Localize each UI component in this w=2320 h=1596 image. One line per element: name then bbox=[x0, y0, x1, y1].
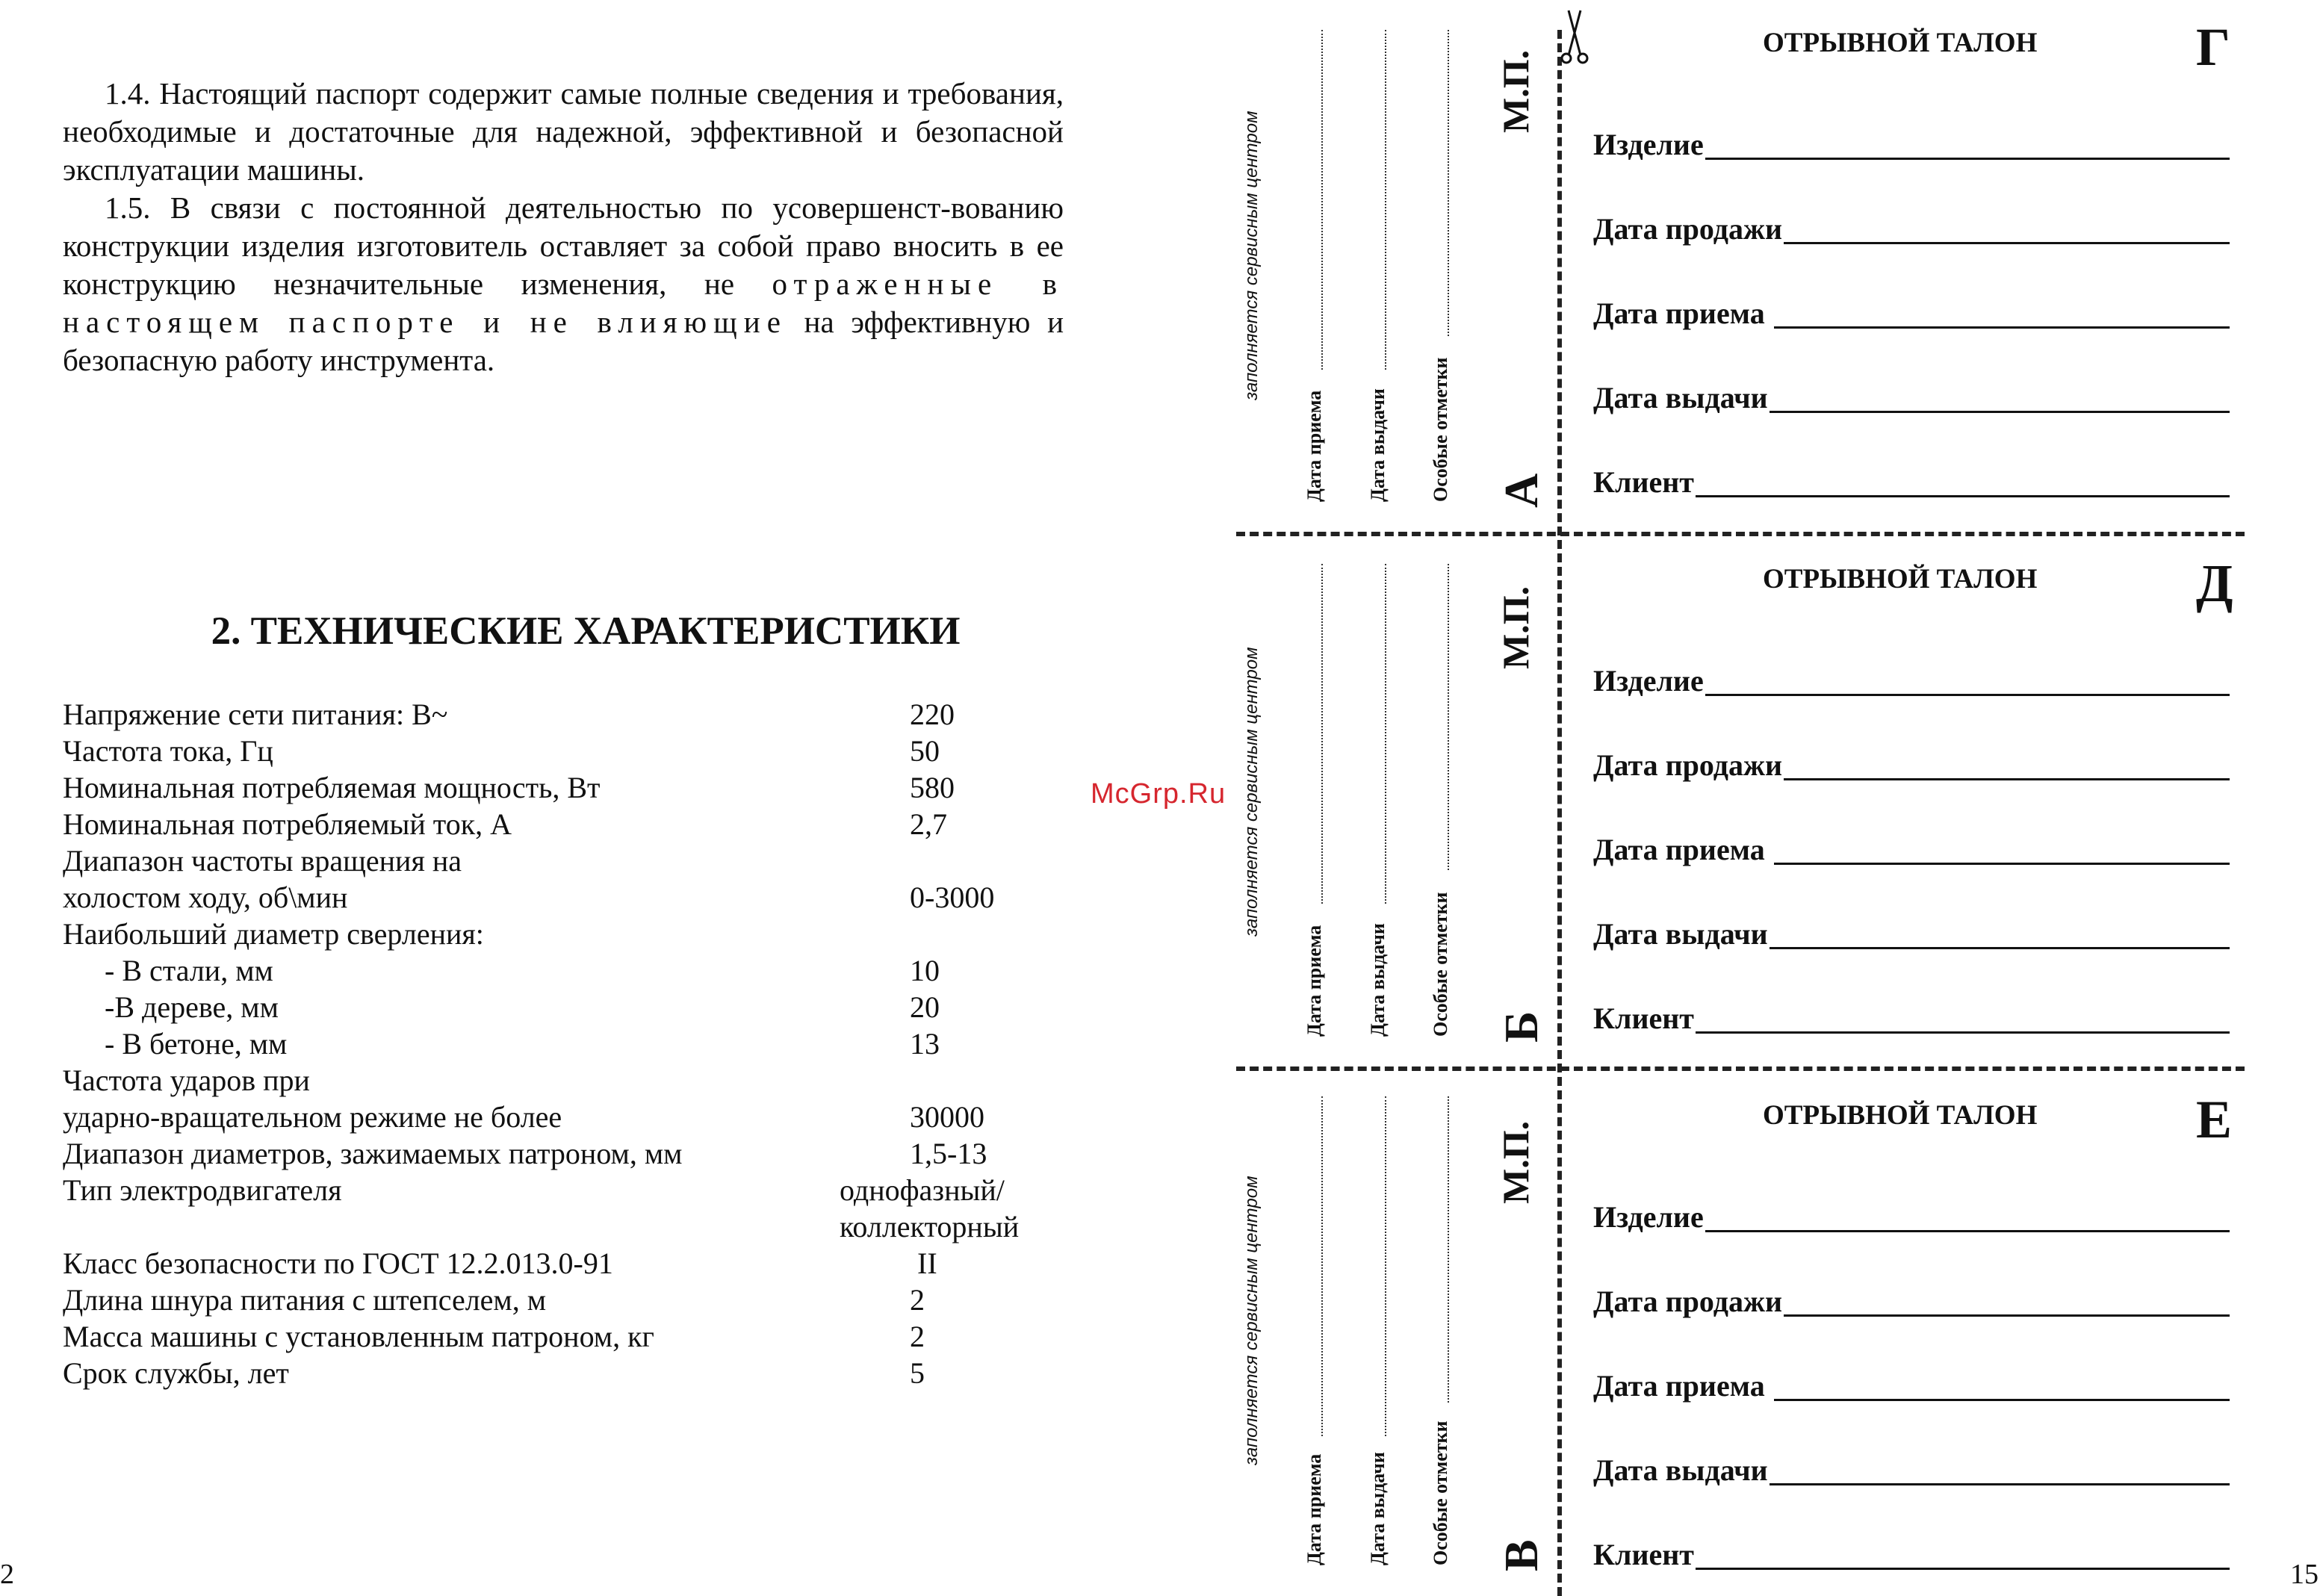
field-sale-date[interactable]: Дата продажи bbox=[1593, 742, 2230, 780]
stub-date-received-line bbox=[1321, 1096, 1323, 1436]
field-product[interactable]: Изделие bbox=[1593, 657, 2230, 696]
stub-date-issued-label: Дата выдачи bbox=[1367, 388, 1389, 502]
spec-row: -В дереве, мм 20 bbox=[105, 990, 940, 1024]
stub-stamp-label: М.П. bbox=[1495, 586, 1536, 669]
field-issued-date[interactable]: Дата выдачи bbox=[1593, 374, 2230, 413]
stub-date-received-line bbox=[1321, 564, 1323, 904]
field-sale-date[interactable]: Дата продажи bbox=[1593, 205, 2230, 244]
spec-row: Частота тока, Гц 50 bbox=[63, 734, 940, 768]
stub-date-received-label: Дата приема bbox=[1303, 925, 1325, 1037]
stub-remarks-line bbox=[1448, 30, 1449, 336]
stub-remarks-label: Особые отметки bbox=[1430, 892, 1451, 1037]
spec-row: Длина шнура питания с штепселем, м 2 bbox=[63, 1283, 925, 1317]
coupon-title: ОТРЫВНОЙ ТАЛОН bbox=[1763, 28, 2038, 58]
stub-stamp-label: М.П. bbox=[1495, 49, 1536, 133]
field-issued-date[interactable]: Дата выдачи bbox=[1593, 910, 2230, 949]
spec-row: Диапазон диаметров, зажимаемых патроном, мм 1,5-13 bbox=[63, 1137, 987, 1170]
spec-row: Срок службы, лет 5 bbox=[63, 1356, 925, 1390]
cut-line-horizontal bbox=[1236, 532, 2245, 536]
stub-letter: В bbox=[1495, 1539, 1548, 1571]
stub-date-received-line bbox=[1321, 30, 1323, 370]
spec-row: Диапазон частоты вращения на bbox=[63, 844, 462, 878]
spec-row: Напряжение сети питания: В~ 220 bbox=[63, 698, 955, 731]
spec-row: - В бетоне, мм 13 bbox=[105, 1027, 940, 1061]
stub-date-issued-label: Дата выдачи bbox=[1367, 923, 1389, 1037]
stub-date-received-label: Дата приема bbox=[1303, 390, 1325, 502]
coupon-letter: Д bbox=[2196, 553, 2233, 613]
field-product[interactable]: Изделие bbox=[1593, 121, 2230, 160]
spec-row: коллекторный bbox=[840, 1210, 1020, 1243]
spec-row: Частота ударов при bbox=[63, 1064, 310, 1097]
stub-date-received-label: Дата приема bbox=[1303, 1453, 1325, 1565]
stub-date-issued-line bbox=[1385, 564, 1386, 904]
spec-row: Тип электродвигателя однофазный/ bbox=[63, 1173, 1005, 1207]
cut-line-vertical bbox=[1557, 30, 1562, 1596]
watermark: McGrp.Ru bbox=[1091, 778, 1226, 810]
page-number-left: 2 bbox=[0, 1559, 14, 1590]
spec-row: Наибольший диаметр сверления: bbox=[63, 917, 484, 951]
coupon-title: ОТРЫВНОЙ ТАЛОН bbox=[1763, 564, 2038, 594]
field-client[interactable]: Клиент bbox=[1593, 995, 2230, 1034]
field-sale-date[interactable]: Дата продажи bbox=[1593, 1278, 2230, 1317]
stub-letter: Б bbox=[1495, 1010, 1548, 1043]
coupon-letter: Е bbox=[2196, 1090, 2233, 1149]
stub-letter: А bbox=[1495, 473, 1548, 508]
page-number-right: 15 bbox=[2290, 1559, 2319, 1590]
stub-note: заполняется сервисным центром bbox=[1241, 111, 1262, 400]
stub-date-issued-line bbox=[1385, 1096, 1386, 1436]
spec-row: холостом ходу, об\мин 0-3000 bbox=[63, 881, 995, 914]
coupon-letter: Г bbox=[2196, 17, 2230, 77]
spec-row: - В стали, мм 10 bbox=[105, 954, 940, 987]
scissors-icon bbox=[1554, 3, 1597, 64]
stub-remarks-label: Особые отметки bbox=[1430, 357, 1451, 502]
stub-note: заполняется сервисным центром bbox=[1241, 1176, 1262, 1465]
field-client[interactable]: Клиент bbox=[1593, 459, 2230, 497]
paragraph-1-5: 1.5. В связи с постоянной деятельностью по усовершенст-вованию конструкции изделия изготовитель оставляет за собой право вносить в ее конструкцию незначительные изменения, не отраженные в настоящем паспорте и не влияющие на эффективную и безопасную работу инструмента. bbox=[63, 190, 1064, 377]
stub-remarks-line bbox=[1448, 564, 1449, 870]
stub-date-issued-line bbox=[1385, 30, 1386, 370]
field-received-date[interactable]: Дата приема bbox=[1593, 290, 2230, 329]
stub-remarks-line bbox=[1448, 1096, 1449, 1403]
stub-stamp-label: М.П. bbox=[1495, 1120, 1536, 1204]
section-title: 2. ТЕХНИЧЕСКИЕ ХАРАКТЕРИСТИКИ bbox=[211, 609, 961, 653]
field-received-date[interactable]: Дата приема bbox=[1593, 1362, 2230, 1401]
spec-row: ударно-вращательном режиме не более 30000 bbox=[63, 1100, 984, 1134]
spec-row: Класс безопасности по ГОСТ 12.2.013.0-91 II bbox=[63, 1246, 937, 1280]
coupon-title: ОТРЫВНОЙ ТАЛОН bbox=[1763, 1100, 2038, 1131]
field-client[interactable]: Клиент bbox=[1593, 1531, 2230, 1570]
cut-line-horizontal bbox=[1236, 1066, 2245, 1071]
field-received-date[interactable]: Дата приема bbox=[1593, 826, 2230, 865]
stub-date-issued-label: Дата выдачи bbox=[1367, 1452, 1389, 1565]
stub-note: заполняется сервисным центром bbox=[1241, 647, 1262, 937]
spec-row: Номинальная потребляемый ток, А 2,7 bbox=[63, 807, 947, 841]
field-issued-date[interactable]: Дата выдачи bbox=[1593, 1447, 2230, 1485]
paragraph-1-4: 1.4. Настоящий паспорт содержит самые полные сведения и требования, необходимые и достаточные для надежной, эффективной и безопасной эксплуатации машины. bbox=[63, 76, 1064, 187]
field-product[interactable]: Изделие bbox=[1593, 1193, 2230, 1232]
stub-remarks-label: Особые отметки bbox=[1430, 1420, 1451, 1565]
spec-row: Масса машины с установленным патроном, кг 2 bbox=[63, 1320, 925, 1353]
spec-row: Номинальная потребляемая мощность, Вт 580 bbox=[63, 771, 955, 804]
